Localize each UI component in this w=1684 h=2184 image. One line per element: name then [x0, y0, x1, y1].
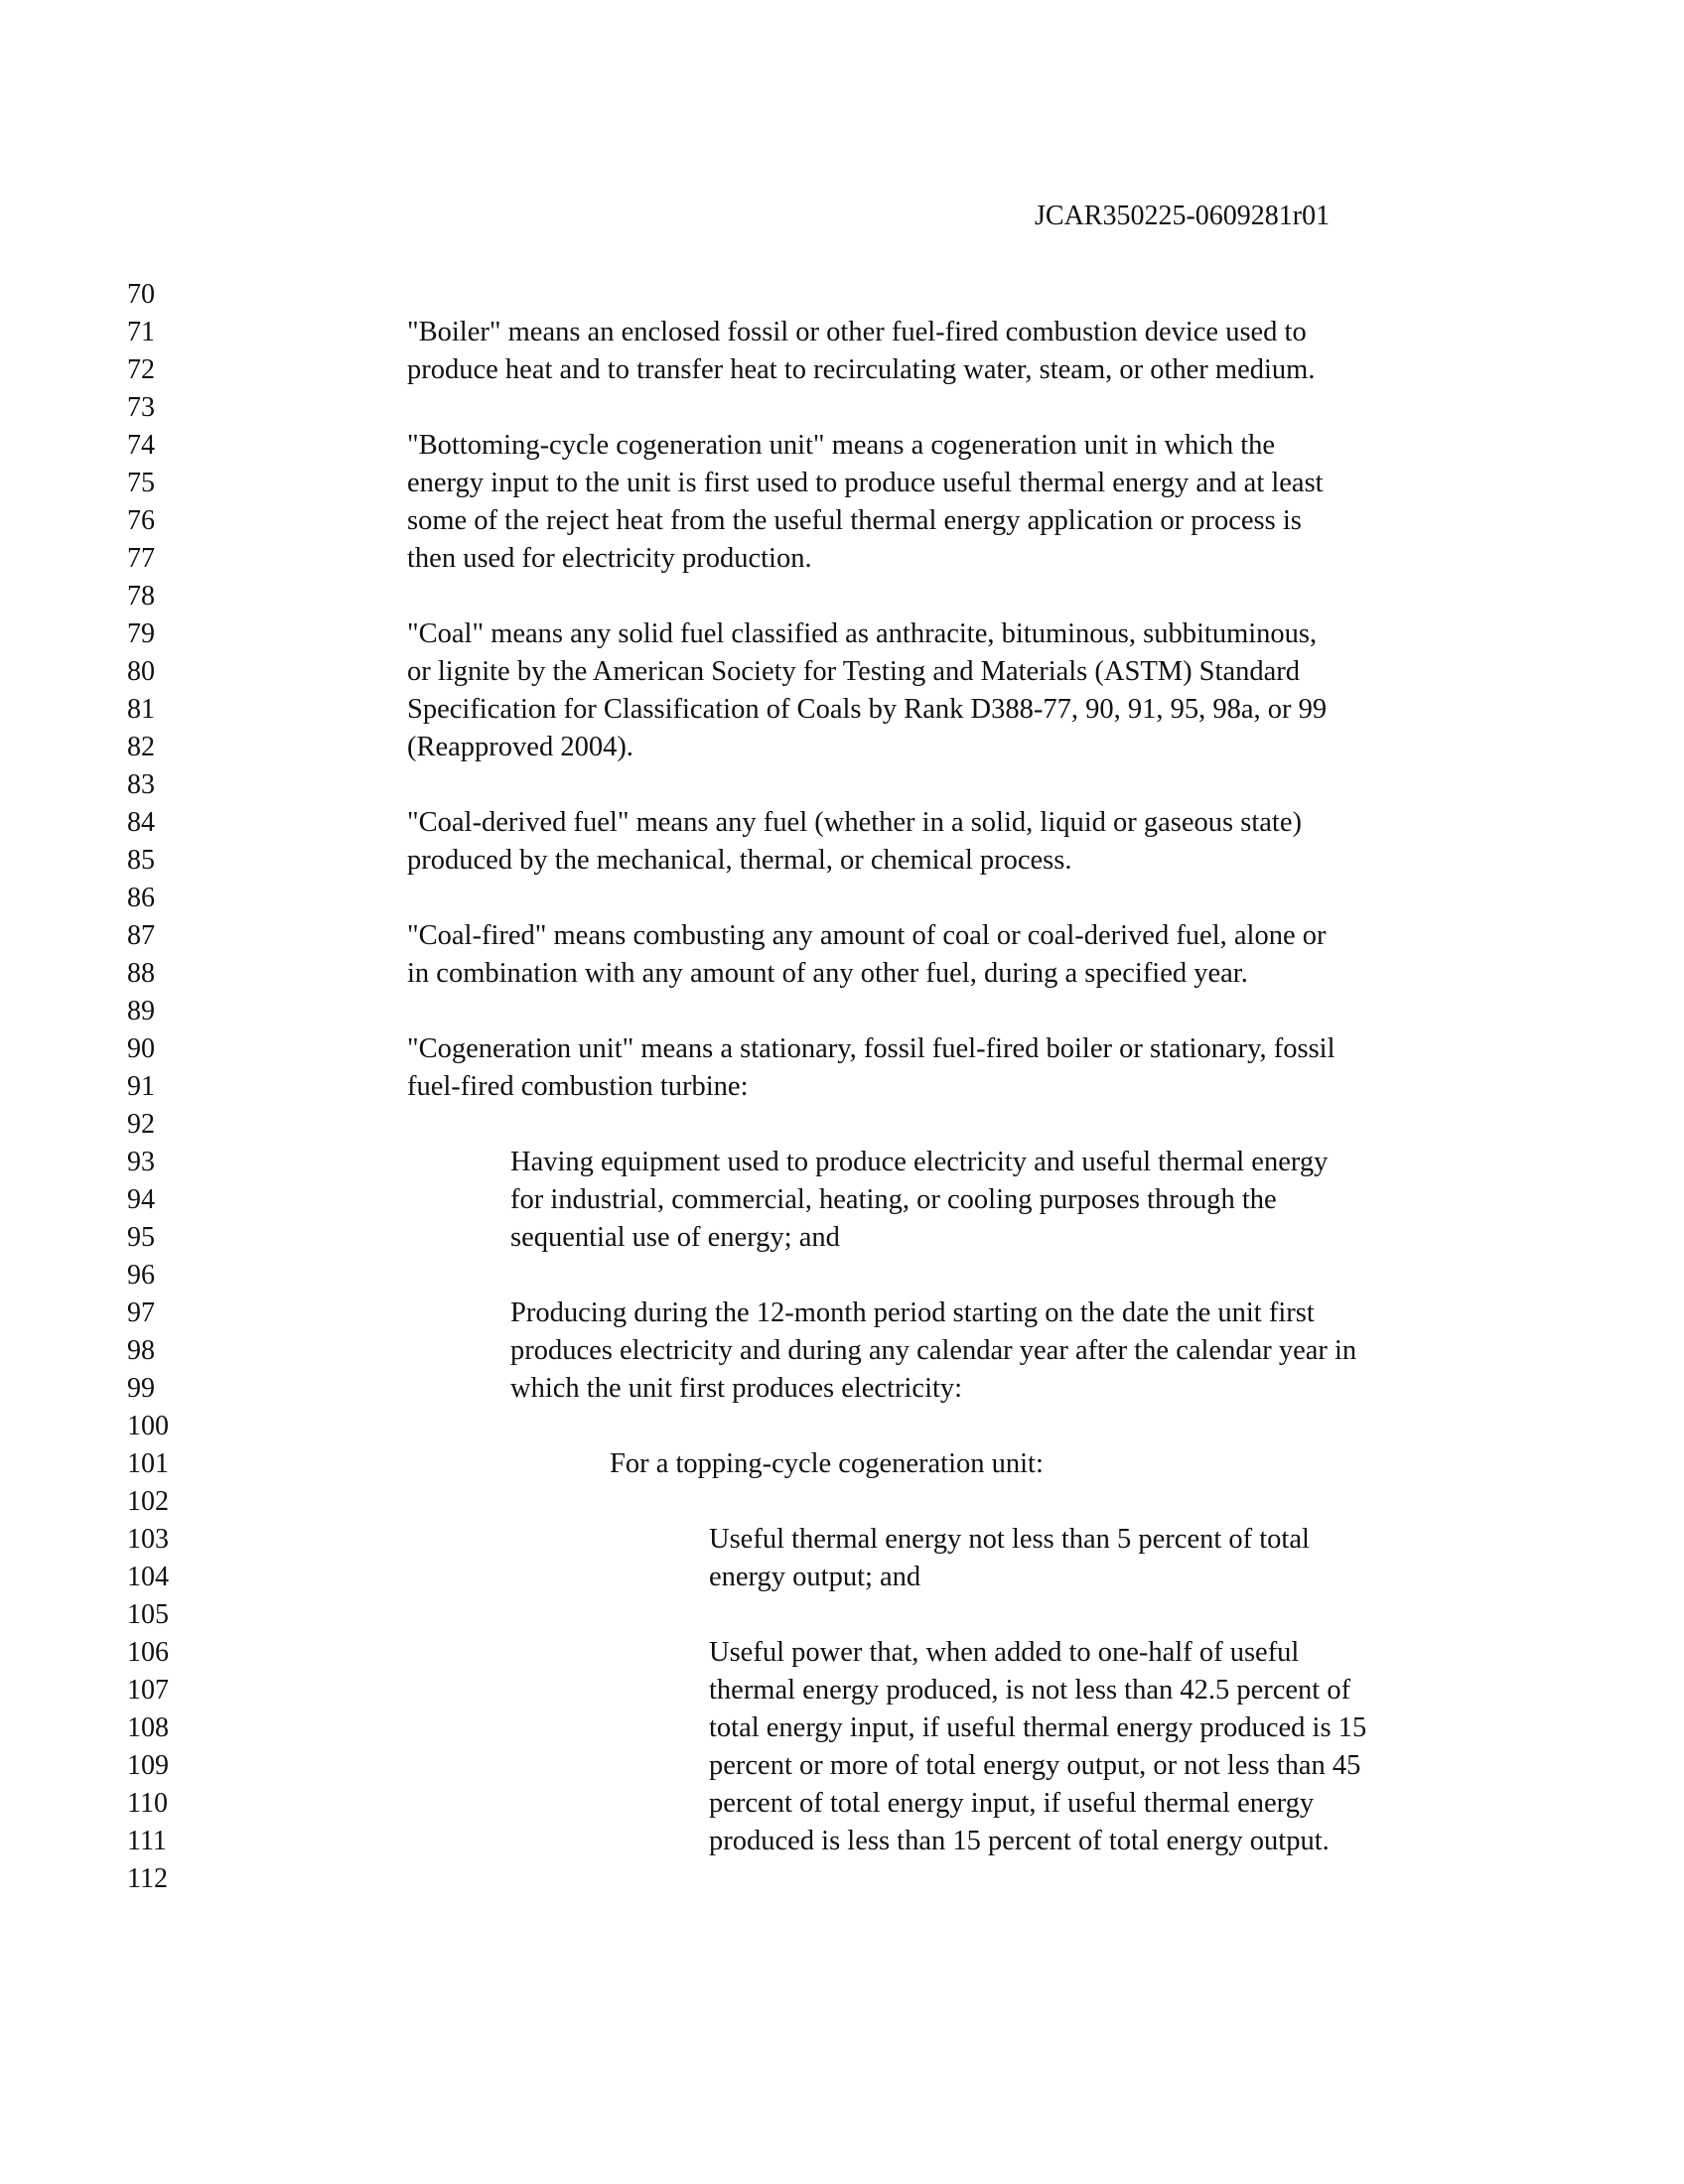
line-number: 110	[127, 1788, 168, 1819]
text-line: percent of total energy input, if useful thermal energy	[709, 1788, 1315, 1819]
text-line: total energy input, if useful thermal energy produced is 15	[709, 1712, 1367, 1743]
text-line	[0, 1408, 1684, 1445]
line-number: 83	[127, 769, 155, 800]
line-number: 112	[127, 1863, 168, 1894]
text-line: percent or more of total energy output, or not less than 45	[709, 1750, 1361, 1781]
line-number: 80	[127, 656, 155, 687]
text-line	[0, 389, 1684, 427]
line-number: 104	[127, 1562, 169, 1592]
text-line: Having equipment used to produce electricity and useful thermal energy	[510, 1147, 1329, 1177]
line-number: 107	[127, 1675, 169, 1706]
text-line: "Cogeneration unit" means a stationary, fossil fuel-fired boiler or stationary, fossil	[407, 1033, 1335, 1064]
line-number: 74	[127, 430, 155, 461]
text-line	[0, 1106, 1684, 1144]
line-number: 99	[127, 1373, 155, 1404]
line-number: 91	[127, 1071, 155, 1102]
text-line	[0, 880, 1684, 917]
text-line	[0, 993, 1684, 1030]
text-line: "Coal-derived fuel" means any fuel (whether in a solid, liquid or gaseous state)	[407, 807, 1302, 838]
text-line	[0, 766, 1684, 804]
text-line: "Coal" means any solid fuel classified as anthracite, bituminous, subbituminous,	[407, 618, 1318, 649]
line-number: 94	[127, 1184, 155, 1215]
line-number: 100	[127, 1411, 169, 1441]
line-number: 96	[127, 1260, 155, 1291]
text-line: some of the reject heat from the useful thermal energy application or process is	[407, 505, 1302, 536]
line-number: 102	[127, 1486, 169, 1517]
text-line: in combination with any amount of any other fuel, during a specified year.	[407, 958, 1248, 989]
line-number: 92	[127, 1109, 155, 1140]
text-line: Specification for Classification of Coals by Rank D388-77, 90, 91, 95, 98a, or 99	[407, 694, 1328, 725]
text-line: energy input to the unit is first used to produce useful thermal energy and at least	[407, 468, 1324, 498]
text-line	[0, 1483, 1684, 1521]
line-number: 89	[127, 996, 155, 1026]
text-line: For a topping-cycle cogeneration unit:	[610, 1448, 1044, 1479]
text-line	[0, 1596, 1684, 1634]
document-id: JCAR350225-0609281r01	[1035, 201, 1331, 231]
text-line	[0, 1257, 1684, 1295]
text-line: Useful power that, when added to one-half of useful	[709, 1637, 1300, 1668]
line-number: 84	[127, 807, 155, 838]
line-number: 81	[127, 694, 155, 725]
text-line: then used for electricity production.	[407, 543, 812, 574]
line-number: 101	[127, 1448, 169, 1479]
text-line: which the unit first produces electricity:	[510, 1373, 963, 1404]
text-line: Useful thermal energy not less than 5 percent of total	[709, 1524, 1310, 1555]
line-number: 72	[127, 354, 155, 385]
text-line: produce heat and to transfer heat to recirculating water, steam, or other medium.	[407, 354, 1316, 385]
text-line: fuel-fired combustion turbine:	[407, 1071, 749, 1102]
line-number: 105	[127, 1599, 169, 1630]
text-line: for industrial, commercial, heating, or cooling purposes through the	[510, 1184, 1277, 1215]
text-line: produced is less than 15 percent of total energy output.	[709, 1826, 1330, 1856]
line-number: 111	[127, 1826, 167, 1856]
text-line: or lignite by the American Society for Testing and Materials (ASTM) Standard	[407, 656, 1300, 687]
line-number: 85	[127, 845, 155, 876]
line-number: 73	[127, 392, 155, 423]
line-number: 103	[127, 1524, 169, 1555]
text-line: "Bottoming-cycle cogeneration unit" means a cogeneration unit in which the	[407, 430, 1276, 461]
line-number: 79	[127, 618, 155, 649]
text-line: Producing during the 12-month period starting on the date the unit first	[510, 1297, 1315, 1328]
line-number: 75	[127, 468, 155, 498]
document-body	[0, 276, 1684, 1898]
text-line	[0, 1860, 1684, 1898]
line-number: 90	[127, 1033, 155, 1064]
line-number: 88	[127, 958, 155, 989]
line-number: 93	[127, 1147, 155, 1177]
line-number: 98	[127, 1335, 155, 1366]
text-line: "Coal-fired" means combusting any amount of coal or coal-derived fuel, alone or	[407, 920, 1327, 951]
text-line: thermal energy produced, is not less than 42.5 percent of	[709, 1675, 1351, 1706]
text-line: "Boiler" means an enclosed fossil or other fuel-fired combustion device used to	[407, 317, 1307, 347]
text-line: sequential use of energy; and	[510, 1222, 840, 1253]
line-number: 95	[127, 1222, 155, 1253]
line-number: 76	[127, 505, 155, 536]
line-number: 97	[127, 1297, 155, 1328]
line-number: 87	[127, 920, 155, 951]
text-line	[0, 276, 1684, 314]
line-number: 82	[127, 732, 155, 762]
text-line: produces electricity and during any calendar year after the calendar year in	[510, 1335, 1357, 1366]
text-line	[0, 578, 1684, 615]
line-number: 78	[127, 581, 155, 612]
line-number: 108	[127, 1712, 169, 1743]
line-number: 109	[127, 1750, 169, 1781]
line-number: 70	[127, 279, 155, 310]
line-number: 106	[127, 1637, 169, 1668]
text-line: (Reapproved 2004).	[407, 732, 633, 762]
line-number: 77	[127, 543, 155, 574]
text-line: energy output; and	[709, 1562, 921, 1592]
line-number: 86	[127, 883, 155, 913]
text-line: produced by the mechanical, thermal, or chemical process.	[407, 845, 1072, 876]
line-number: 71	[127, 317, 155, 347]
